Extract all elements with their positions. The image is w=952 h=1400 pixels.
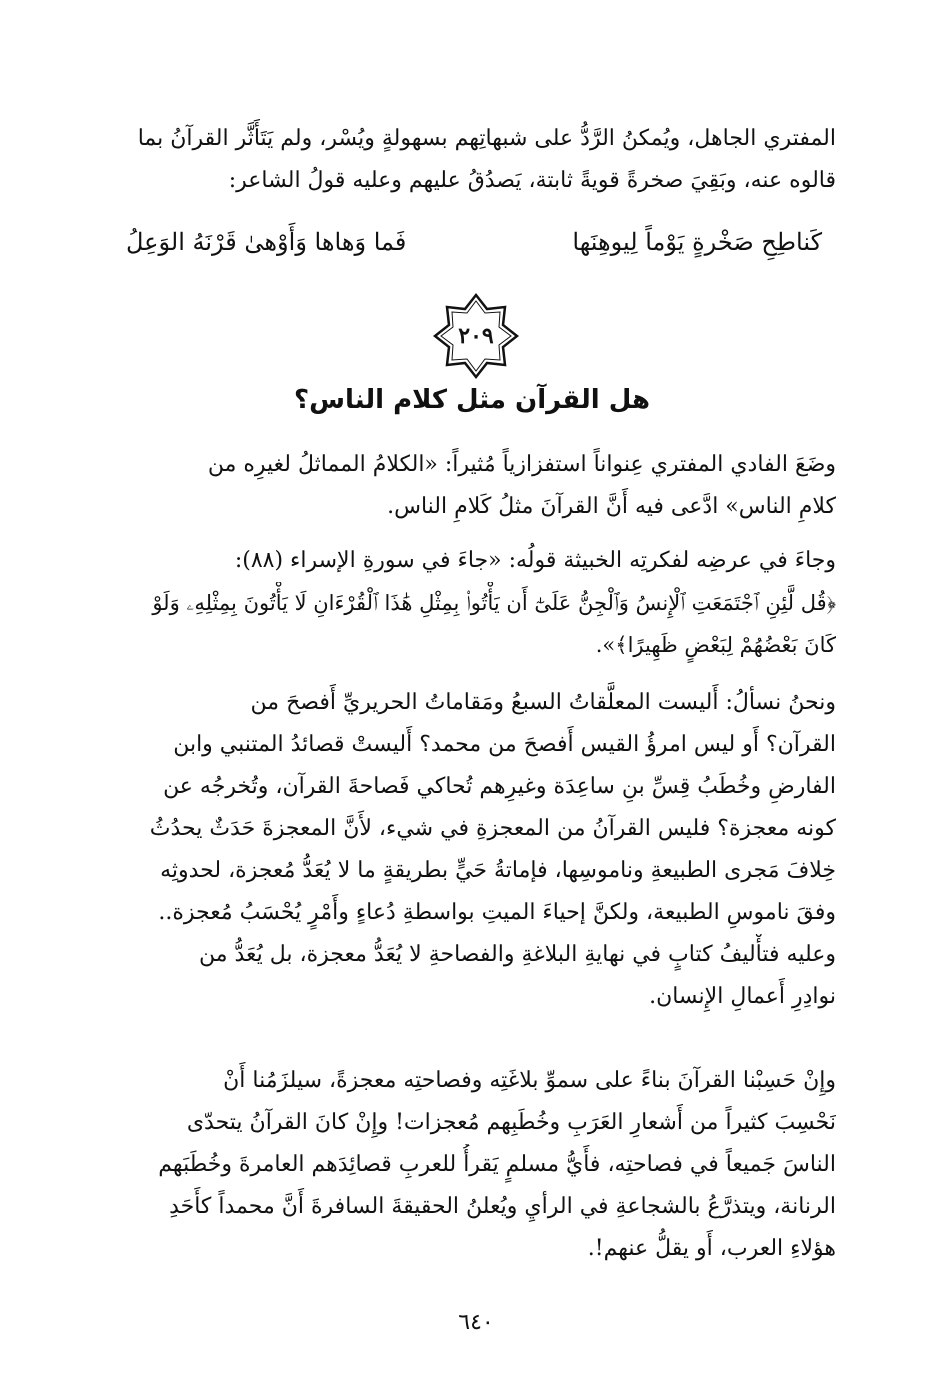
text-line: وإِنْ حَسِبْنا القرآنَ بناءً على سموِّ بلاغَتِه وفصاحتِه معجزةً، سيلزَمُنا أَنْ [223,1068,836,1093]
text-line: هؤلاءِ العرب، أَو يقلُّ عنهم!. [587,1236,836,1261]
text-line: نَحْسِبَ كثيراً من أَشعارِ العَرَبِ وخُطَبِهم مُعجزات! وإِنْ كانَ القرآنُ يتحدّى [186,1110,836,1135]
text-line: المفتري الجاهل، ويُمكنُ الرَّدُّ على شبهاتِهم بسهولةٍ ويُسْر، ولم يَتَأَثَّر القرآنُ بما [137,126,836,151]
intro-paragraph [108,118,836,202]
paragraph-argument [108,682,836,1018]
section-title: هل القرآن مثل كلام الناس؟ [294,385,650,415]
text-line: الناسَ جَميعاً في فصاحتِه، فأَيُّ مسلمٍ يَقرأُ للعربِ قصائِدَهم العامرةَ وخُطَبَهم [158,1152,836,1177]
text-line: وفقَ ناموسِ الطبيعة، ولكنَّ إحياءَ الميتِ بواسطةِ دُعاءٍ وأَمْرٍ يُحْسَبُ مُعجزة.. [158,900,836,925]
text-line: الفارضِ وخُطَبُ قِسِّ بنِ ساعِدَة وغيرِهم تُحاكي فَصاحةَ القرآن، وتُخرجُه عن [163,774,836,799]
text-line: كونه معجزة؟ فليس القرآنُ من المعجزةِ في شيء، لأَنَّ المعجزةَ حَدَثٌ يحدُثُ [149,816,836,841]
text-line: وعليه فتأْليفُ كتابٍ في نهايةِ البلاغةِ والفصاحةِ لا يُعَدُّ معجزة، بل يُعَدُّ من [198,942,836,967]
text-line: الرنانة، ويتذرَّعُ بالشجاعةِ في الرأيِ ويُعلنُ الحقيقةَ السافرةَ أَنَّ محمداً كأَحَدِ [169,1194,836,1219]
text-line: نوادِرِ أَعمالِ الإِنسان. [649,984,836,1009]
text-line: قالوه عنه، وبَقِيَ صخرةً قويةً ثابتة، يَصدُقُ عليهم وعليه قولُ الشاعر: [228,168,836,193]
quran-verse-line: كَانَ بَعْضُهُمْ لِبَعْضٍ ظَهِيرًا﴾». [595,633,836,657]
poetry-verse [108,222,836,262]
page-number: ٦٤٠ [458,1310,494,1335]
text-line: كلامِ الناس» ادَّعى فيه أَنَّ القرآنَ مثلُ كَلامِ الناس. [387,494,836,519]
section-number: ٢٠٩ [458,323,494,349]
paragraph-quote [108,540,836,666]
text-line: وجاءَ في عرضِه لفكرتِه الخبيثة قولُه: «جاءَ في سورةِ الإسراء (٨٨): [234,548,836,573]
quran-verse-line: ﴿قُل لَّئِنِ ٱجْتَمَعَتِ ٱلْإِنسُ وَٱلْجِنُّ عَلَىٰٓ أَن يَأْتُوا۟ بِمِثْلِ هَٰذَا ٱلْقُرْءَانِ لَا يَأْتُونَ بِمِثْلِهِۦ وَلَوْ [152,591,836,615]
text-line: وضَعَ الفادي المفتري عِنواناً استفزازياً مُثيراً: «الكلامُ المماثلُ لغيرِه من [207,452,836,477]
text-line: ونحنُ نسألُ: أَليست المعلَّقاتُ السبعُ ومَقاماتُ الحريريِّ أَفصحَ من [250,690,836,715]
verse-first-hemistich: كَناطِحِ صَخْرةٍ يَوْماً لِيوهِنَها [572,228,822,256]
paragraph-conclusion [108,1060,836,1270]
section-number-badge [431,291,521,381]
text-line: خِلافَ مَجرى الطبيعةِ وناموسِها، فإماتةُ حَيٍّ بطريقةٍ ما لا يُعَدُّ مُعجزة، لحدوثِه [160,858,836,883]
text-line: القرآن؟ أَو ليس امرؤُ القيس أَفصحَ من محمد؟ أَليستْ قصائدُ المتنبي وابن [173,732,836,757]
verse-second-hemistich: فَما وَهاها وَأَوْهىٰ قَرْنَهُ الوَعِلُ [126,228,407,256]
paragraph-claim [108,444,836,528]
